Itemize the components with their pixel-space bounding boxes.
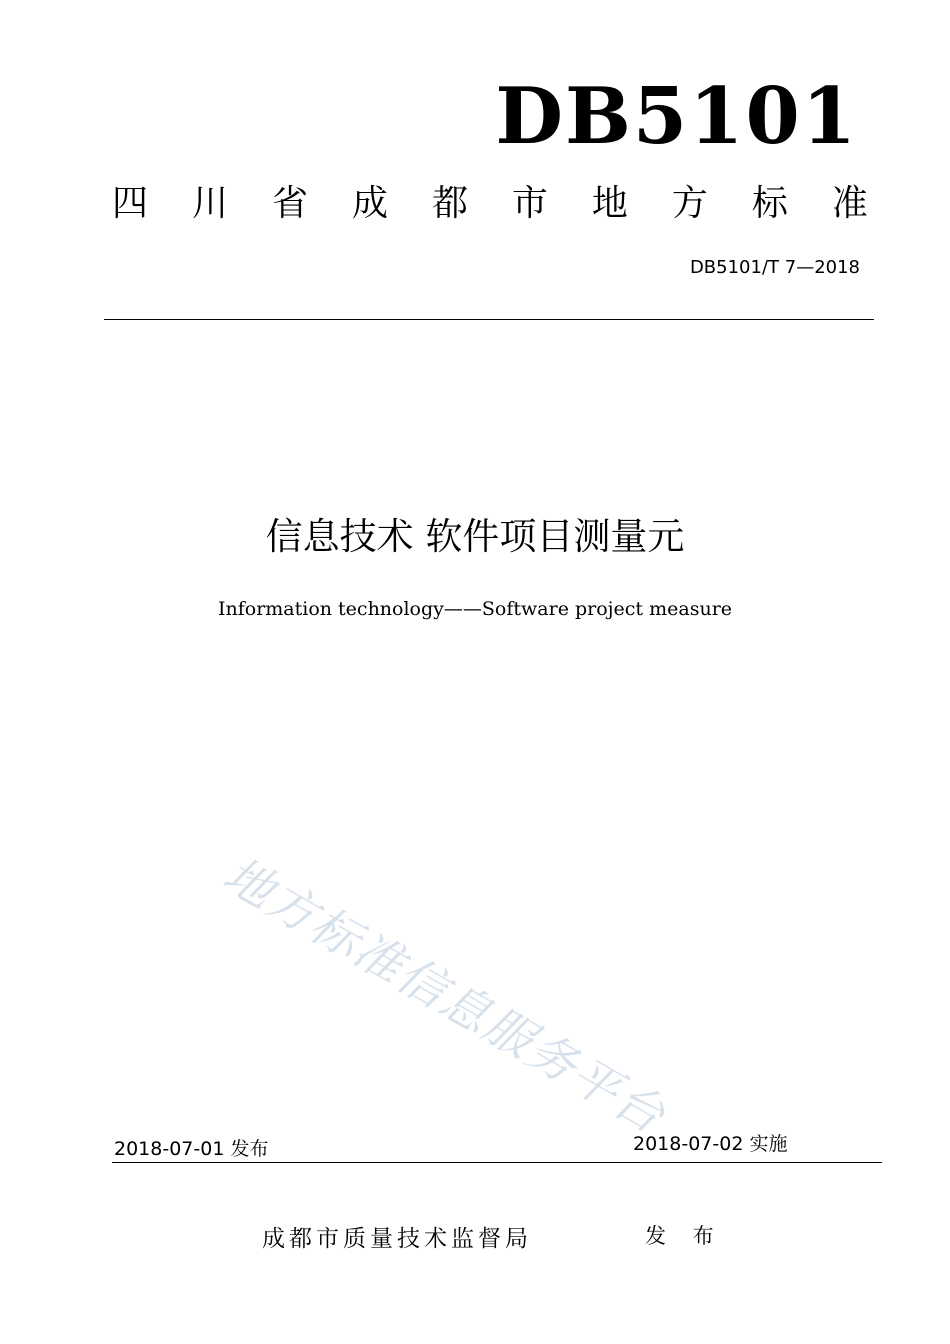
top-divider <box>104 319 874 320</box>
standard-type-char: 川 <box>191 183 228 224</box>
standard-type-char: 标 <box>751 183 788 224</box>
standard-type-char: 准 <box>831 183 868 224</box>
standard-type-char: 方 <box>671 183 708 224</box>
document-title-chinese: 信息技术 软件项目测量元 <box>265 515 685 558</box>
standard-type-char: 省 <box>271 183 308 224</box>
standard-number: DB5101/T 7—2018 <box>689 257 860 278</box>
watermark: 地方标准信息服务平台 <box>214 846 676 1146</box>
issuing-authority: 成都市质量技术监督局 <box>262 1226 532 1252</box>
standard-type-heading <box>112 183 868 224</box>
bottom-divider <box>112 1162 882 1163</box>
standard-type-char: 地 <box>591 183 628 224</box>
standard-code: DB5101 <box>495 71 858 162</box>
standard-type-char: 成 <box>351 183 388 224</box>
issued-label: 发 布 <box>645 1224 724 1248</box>
implementation-date: 2018-07-02 实施 <box>633 1133 788 1155</box>
issue-date: 2018-07-01 发布 <box>114 1138 269 1160</box>
document-title-english: Information technology——Software project measure <box>217 598 733 620</box>
standard-type-char: 市 <box>511 183 548 224</box>
standard-type-char: 都 <box>431 183 468 224</box>
standard-type-char: 四 <box>112 183 149 224</box>
